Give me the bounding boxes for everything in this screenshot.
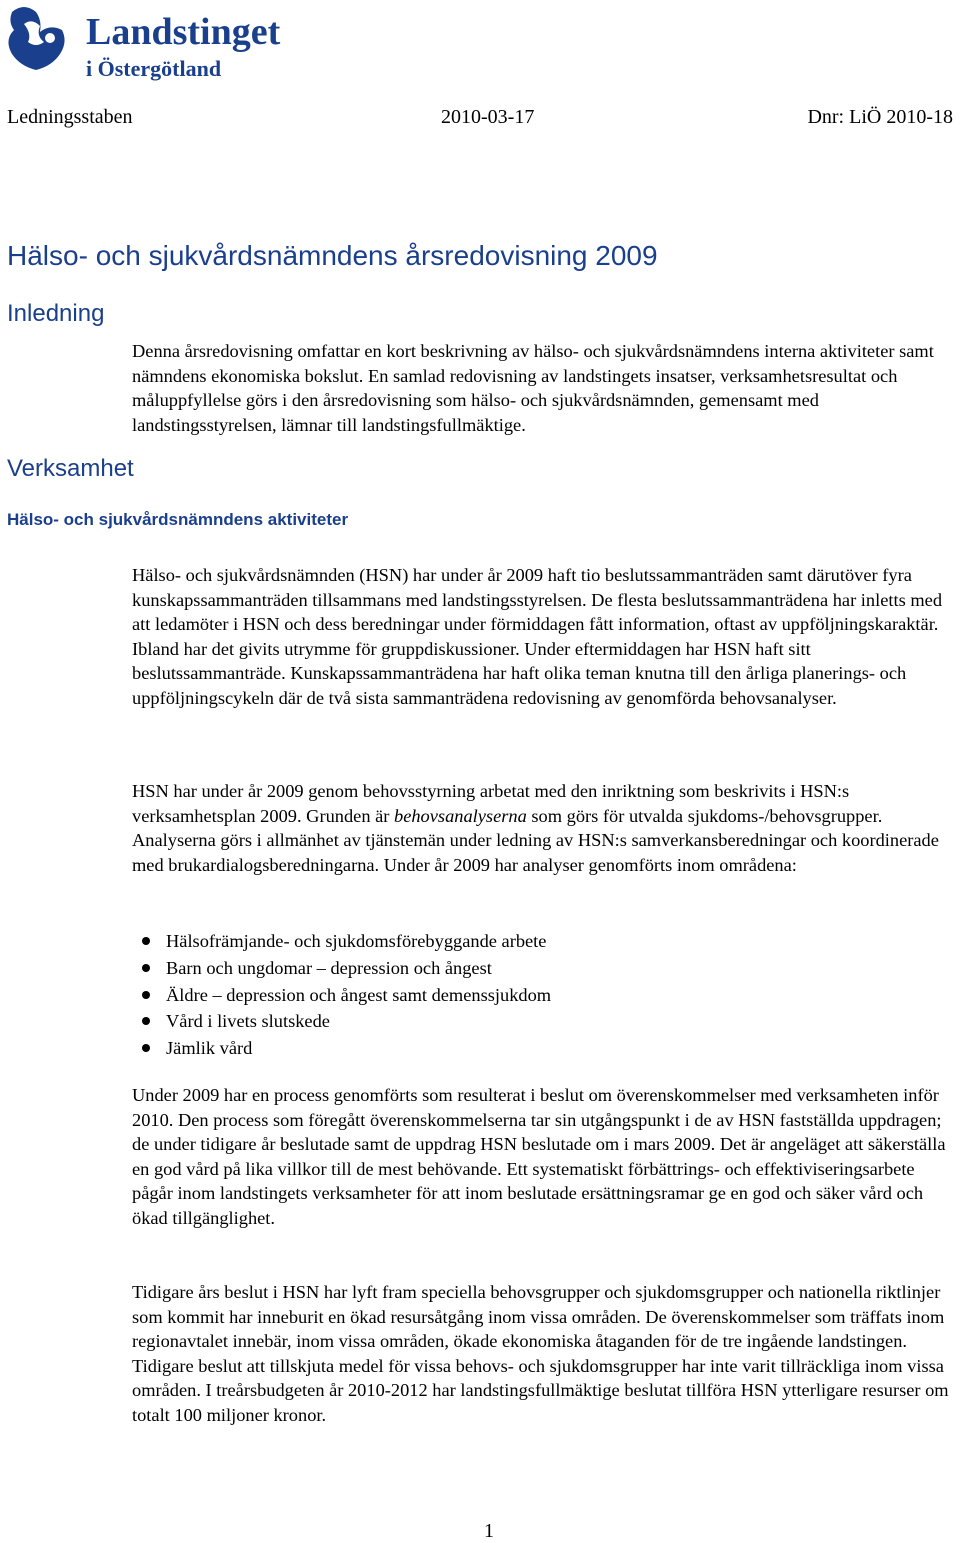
document-header	[7, 106, 953, 134]
list-item	[132, 1036, 932, 1063]
department-label: Ledningsstaben	[7, 106, 133, 128]
list-item	[132, 956, 932, 983]
intro-paragraph: Denna årsredovisning omfattar en kort beskrivning av hälso- och sjukvårdsnämndens interna aktiviteter samt nämndens ekonomiska bokslut. En samlad redovisning av landstingets insatser, verksamhetsresultat och måluppfyllelse görs i den årsredovisning som hälso- och sjukvårdsnämnden, gemensamt med landstingsstyrelsen, lämnar till landstingsfullmäktige.	[132, 341, 934, 435]
verksamhet-heading: Verksamhet	[7, 455, 134, 482]
needs-steering-paragraph	[132, 779, 954, 877]
bullet-icon	[142, 1044, 150, 1052]
analysis-areas-list	[132, 929, 932, 1063]
list-item-label: Äldre – depression och ångest samt demenssjukdom	[166, 984, 552, 1005]
intro-heading: Inledning	[7, 300, 105, 327]
resources-paragraph: Tidigare års beslut i HSN har lyft fram speciella behovsgrupper och sjukdomsgrupper och nationella riktlinjer som kommit har inneburit en ökad resursåtgång inom vissa områden. De överenskommelser som träffats inom regionavtalet innebär, inom vissa områden, ökade ekonomiska åtaganden för de tre ingående landstingen. Tidigare beslut att tillskjuta medel för vissa behovs- och sjukdomsgrupper har inte varit tillräckliga inom vissa områden. I treårsbudgeten år 2010-2012 har landstingsfullmäktige beslutat tillföra HSN ytterligare resurser om totalt 100 miljoner kronor.	[132, 1282, 949, 1425]
p3-text-after: som görs för utvalda sjukdoms-/behovsgrupper. Analyserna görs i allmänhet av tjänstemän under ledning av HSN:s samverkansberedningar och koordinerade med brukardialogsberedningarna. Under år 2009 har analyser genomförts inom områdena:	[132, 805, 939, 875]
list-item	[132, 929, 932, 956]
bullet-icon	[142, 937, 150, 945]
list-item-label: Jämlik vård	[166, 1038, 253, 1059]
logo-subtitle: i Östergötland	[86, 56, 222, 81]
organization-logo	[6, 2, 306, 82]
activities-heading: Hälso- och sjukvårdsnämndens aktiviteter	[7, 510, 349, 529]
document-number: Dnr: LiÖ 2010-18	[807, 106, 953, 128]
crown-crest-icon	[6, 2, 306, 82]
bullet-icon	[142, 1017, 150, 1025]
page-number: 1	[484, 1520, 494, 1542]
activities-paragraph: Hälso- och sjukvårdsnämnden (HSN) har under år 2009 haft tio beslutssammanträden samt därutöver fyra kunskapssammanträden tillsammans med landstingsstyrelsen. De flesta beslutssammanträdena har inletts med att ledamöter i HSN och dess beredningar under förmiddagen fått information, oftast av uppföljningskaraktär. Ibland har det givits utrymme för gruppdiskussioner. Under eftermiddagen har HSN haft sitt beslutssammanträde. Kunskapssammanträdena har haft olika teman knutna till den årliga planerings- och uppföljningscykeln där de två sista sammanträdena redovisning av genomförda behovsanalyser.	[132, 565, 943, 708]
bullet-icon	[142, 991, 150, 999]
list-item-label: Hälsofrämjande- och sjukdomsförebyggande arbete	[166, 931, 547, 951]
list-item-label: Vård i livets slutskede	[166, 1011, 330, 1032]
agreements-paragraph: Under 2009 har en process genomförts som resulterat i beslut om överenskommelser med verksamheten inför 2010. Den process som föregått överenskommelserna tar sin utgångspunkt i de av HSN fastställda uppdragen; de under tidigare år beslutade samt de uppdrag HSN beslutade om i mars 2009. Det är angeläget att säkerställa en god vård på lika villkor till de mest behövande. Ett systematiskt förbättrings- och effektiviseringsarbete pågår inom landstingets verksamheter för att inom beslutade ersättningsramar ge en god och säker vård och ökad tillgänglighet.	[132, 1085, 946, 1228]
p3-text-before: HSN har under år 2009 genom behovsstyrning arbetat med den inriktning som beskrivits i HSN:s verksamhetsplan 2009. Grunden är	[132, 781, 850, 826]
list-item	[132, 983, 932, 1010]
document-date: 2010-03-17	[441, 106, 535, 128]
list-item	[132, 1009, 932, 1036]
list-item-label: Barn och ungdomar – depression och ångest	[166, 957, 492, 978]
bullet-icon	[142, 964, 150, 972]
logo-title: Landstinget	[86, 11, 281, 53]
document-title: Hälso- och sjukvårdsnämndens årsredovisning 2009	[7, 240, 658, 271]
p3-emphasis: behovsanalyserna	[394, 805, 527, 826]
